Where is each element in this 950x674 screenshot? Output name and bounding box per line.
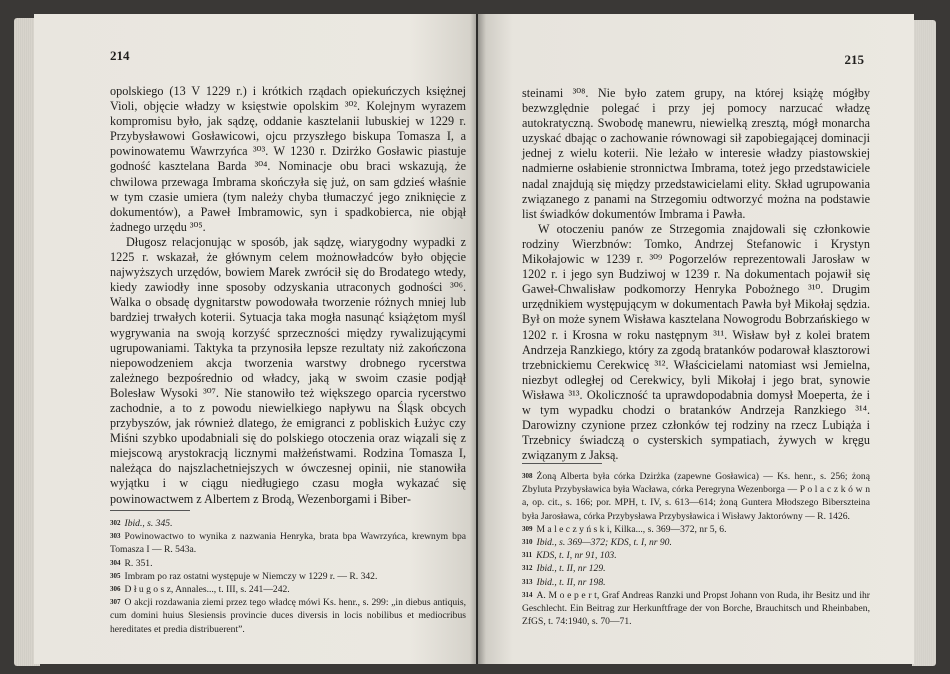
footnote-text: Ibid., t. II, nr 198. <box>536 576 606 588</box>
footnote <box>522 562 870 575</box>
footnote-number: 305 <box>110 571 121 580</box>
footnote <box>522 549 870 562</box>
paragraph: Długosz relacjonując w sposób, jak sądzę, wiarygodny wypadki z 1225 r. wskazał, że głównym celem możnowładców było objęcie najwyższych urzędów, bowiem Marek zwrócił się do Brodatego wtedy, kiedy zawiodły inne sposoby odzyskania utraconych godności ³⁰⁶. Walka o obsadę dygnitarstw powodowała tworzenie różnych mniej lub bardziej trwałych koterii. Sytuacja taka mogła nasunąć książętom myśl wygrywania na swoją korzyść sprzeczności między rywalizującymi ugrupowaniami. Taktyka ta przynosiła lepsze rezultaty niż zakończona niepowodzeniem akcja tworzenia warstwy drobnego rycerstwa zależnego bezpośrednio od władcy, jaką w swoim czasie podjął Bolesław Wysoki ³⁰⁷. Nie stanowiło też większego oparcia rycerstwo zachodnie, a to z powodu niewielkiego napływu na Śląsk obcych przybyszów, jak również dlatego, że emigranci z pobliskich Łużyc czy Miśni szybko upodabniali się do polskiego otoczenia oraz wiązali się z miejscową arystokracją licznymi małżeństwami. Rodzina Tomasza I, należąca do najszlachetniejszych w ówczesnej opinii, nie stanowiła wyjątku i w ciągu niedługiego czasu mogła wykazać się powinowactwem z Albertem z Brodą, Wezenborgami i Biber- <box>110 234 466 506</box>
footnote <box>110 596 466 636</box>
paragraph: steinami ³⁰⁸. Nie było zatem grupy, na której książę mógłby bezwzględnie polegać i przy jej pomocy narzucać władzę autokratyczną. Swobodę manewru, niewielką zresztą, mógł monarcha uzyskać dbając o zachowanie równowagi sił zapobiegającej dominacji jednej z wielu koterii. Nie leżało w interesie władzy piastowskiej nadmierne osłabienie stronnictwa Imbrama, toteż jego przedstawiciele nadal znajdują się między przedstawicielami elity. Skład ugrupowania związanego z panami na Strzegomiu odtworzyć można na podstawie list świadków dokumentów Imbrama i Pawła. <box>522 86 870 221</box>
footnote-text: A. M o e p e r t, Graf Andreas Ranzki und Propst Johann von Ruda, ihr Besitz und ihr Geschlecht. Ein Beitrag zur Herkunftfrage der von Borche, Brauchitsch und Rheinbaben, ZfGS, t. 74:1940, s. 70—71. <box>522 589 870 628</box>
footnote-number: 307 <box>110 598 121 607</box>
footnote-text: R. 351. <box>124 557 153 569</box>
footnote-text: D ł u g o s z, Annales..., t. III, s. 241—242. <box>124 584 290 596</box>
footnote-divider <box>110 510 190 511</box>
footnote <box>522 589 870 629</box>
footnote-text: Ibid., s. 369—372; KDS, t. I, nr 90. <box>536 537 672 549</box>
footnote-text: Ibid., s. 345. <box>124 518 173 529</box>
footnote-number: 302 <box>110 519 121 527</box>
book-gutter <box>470 14 486 664</box>
footnote <box>522 576 870 589</box>
footnote-number: 306 <box>110 585 121 594</box>
footnotes <box>522 470 870 628</box>
footnote-text: O akcji rozdawania ziemi przez tego władcę mówi Ks. henr., s. 299: „in diebus antiquis, cum domini huius Slesiensis provincie duces diversis in locis nobilibus et mediocribus hereditates et predia distribuerent”. <box>110 597 466 635</box>
paragraph: opolskiego (13 V 1229 r.) i krótkich rządach opiekuńczych księżnej Violi, objęcie władzy w księstwie opolskim ³⁰². Kolejnym wyrazem kompromisu było, jak sądzę, oddanie kasztelanii lubuskiej w 1229 r. Przybysławowi Gosławicowi, ojcu przyszłego biskupa Tomasza I, a powinowatemu Wawrzyńca ³⁰³. W 1230 r. Dzirżko Gosławic piastuje godność kasztelana Barda ³⁰⁴. Nominacje obu braci wskazują, że chwilowa przewaga Imbrama skończyła się już, on sam gdzieś właśnie w tym czasie umiera (tym należy chyba tłumaczyć jego zniknięcie z dokumentów), a Paweł Imbramowic, syn i spadkobierca, nie objął żadnego urzędu ³⁰⁵. <box>110 84 466 234</box>
footnotes <box>110 517 466 636</box>
footnote <box>522 536 870 549</box>
footnote-number: 309 <box>522 524 533 533</box>
footnote-number: 308 <box>522 472 533 480</box>
footnote-number: 311 <box>522 551 533 560</box>
footnote-text: M a l e c z y ń s k i, Kilka..., s. 369—372, nr 5, 6. <box>536 523 727 535</box>
page-number: 215 <box>844 52 864 67</box>
footnote-number: 312 <box>522 564 533 573</box>
footnote-text: Ibid., t. II, nr 129. <box>536 563 606 575</box>
paragraph: W otoczeniu panów ze Strzegomia znajdowali się członkowie rodziny Wierzbnów: Tomko, Andrzej Stefanowic i Krystyn Mikołajowic w 1239 r. ³⁰⁹ Pogorzelów reprezentowali Jarosław w 1202 r. i jego syn Budziwoj w 1239 r. Na dokumentach pojawił się Gaweł-Chwalisław podkomorzy Henryka Pobożnego ³¹⁰. Drugim urzędnikiem występującym w dokumentach Pawła był Mikołaj sędzia. Był on może synem Wisława kasztelana Nowogrodu Bobrzańskiego w 1202 r. i Krosna w roku następnym ³¹¹. Wisław był z kolei bratem Andrzeja Ranzkiego, który za zgodą bratanków podarował klasztorowi trzebnickiemu Cerekwicę ³¹². Właścicielami natomiast wsi Jemielna, niezbyt odległej od Cerekwicy, byli Mikołaj i jego brat, synowie Wisława ³¹³. Okoliczność ta uprawdopodabnia domysł Moeperta, że i w tym wypadku chodzi o bratanków Andrzeja Ranzkiego ³¹⁴. Darowizny czynione przez członków tej rodziny na rzecz Lubiąża i Trzebnicy świadczą o cysterskich sympatiach, żywych w kręgu związanym z Jaksą. <box>522 221 870 463</box>
footnote-text: Powinowactwo to wynika z nazwania Henryka, brata bpa Wawrzyńca, krewnym bpa Tomasza I — R. 543a. <box>110 531 466 556</box>
left-page <box>34 14 476 664</box>
footnote-number: 313 <box>522 577 533 586</box>
footnote-text: Imbram po raz ostatni występuje w Niemczy w 1229 r. — R. 342. <box>124 570 378 582</box>
footnote-text: Żoną Alberta była córka Dzirżka (zapewne Gosławica) — Ks. henr., s. 256; żoną Zbyluta Przybysławica była Wacława, córka Peregryna Wezenborga — P o l a c z k ó w n a, op. cit., s. 166; por. MPH, t. IV, s. 613—614; żoną Guntera Młodszego Biberszteina była Jarosława, córka Przybysława Przybysławica i Wisławy Jaktorówny — R. 1426. <box>522 471 870 522</box>
footnote <box>110 583 466 596</box>
footnote <box>110 557 466 570</box>
page-number: 214 <box>110 48 130 63</box>
footnote <box>522 470 870 523</box>
footnote-number: 304 <box>110 558 121 567</box>
page-edges-right <box>912 20 936 666</box>
footnote-number: 303 <box>110 532 121 541</box>
footnote <box>110 517 466 530</box>
footnote-text: KDS, t. I, nr 91, 103. <box>536 550 617 562</box>
footnote <box>110 570 466 583</box>
footnote <box>110 530 466 556</box>
footnote <box>522 523 870 536</box>
footnote-number: 310 <box>522 538 533 547</box>
footnote-divider <box>522 463 602 464</box>
main-text <box>110 84 466 507</box>
footnote-number: 314 <box>522 590 533 599</box>
main-text <box>522 86 870 463</box>
right-page <box>478 14 914 664</box>
